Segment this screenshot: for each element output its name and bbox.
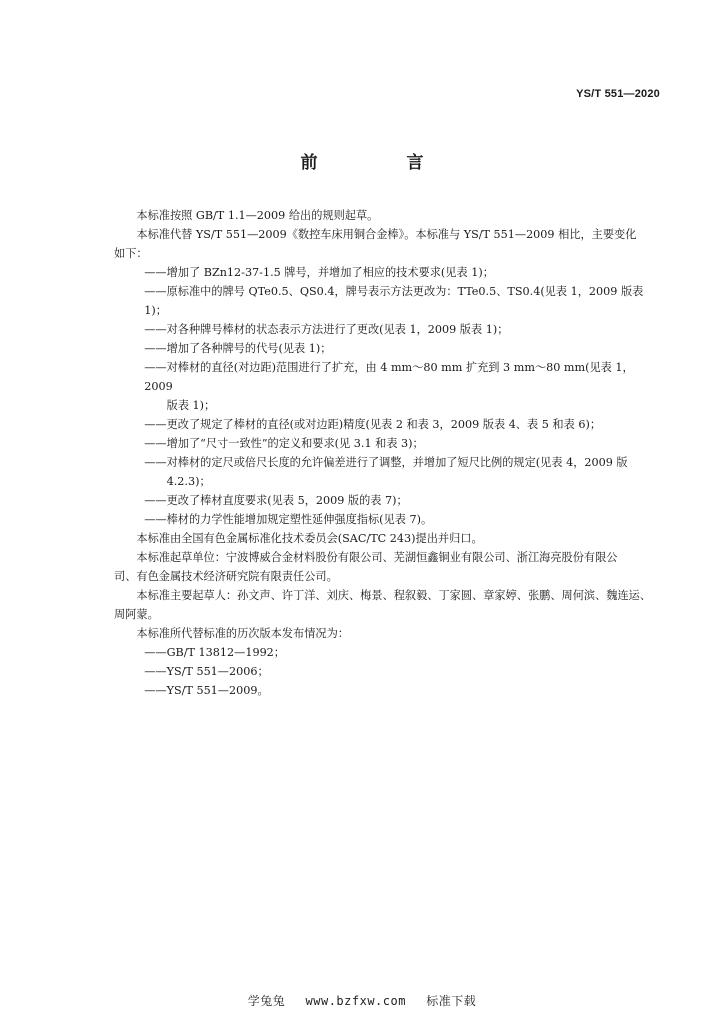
paragraph-drafting-units: 本标准起草单位：宁波博威合金材料股份有限公司、芜湖恒鑫铜业有限公司、浙江海亮股份有限公 <box>136 551 618 564</box>
paragraph-drafting-rules: 本标准按照 GB/T 1.1—2009 给出的规则起草。 <box>136 209 379 222</box>
paragraph-replacement: 本标准代替 YS/T 551—2009《数控车床用铜合金棒》。本标准与 YS/T 551—2009 相比，主要变化 <box>136 228 637 241</box>
paragraph-history: 本标准所代替标准的历次版本发布情况为： <box>136 627 349 640</box>
change-item: ——棒材的力学性能增加规定塑性延伸强度指标(见表 7)。 <box>144 513 433 526</box>
change-item: ——对棒材的直径(对边距)范围进行了扩充，由 4 mm～80 mm 扩充到 3 mm～80 mm(见表 1，2009 <box>144 361 634 393</box>
paragraph-drafters: 本标准主要起草人：孙文声、许丁洋、刘庆、梅景、程叙毅、丁家圆、章家婷、张鹏、周何滨、魏连运、 <box>136 589 652 602</box>
change-item: ——更改了规定了棒材的直径(或对边距)精度(见表 2 和表 3，2009 版表 4、表 5 和表 6)； <box>144 418 602 431</box>
footer-url[interactable]: www.bzfxw.com <box>305 994 406 1008</box>
change-item: ——原标准中的牌号 QTe0.5、QS0.4，牌号表示方法更改为：TTe0.5、TS0.4(见表 1，2009 版表 1)； <box>144 285 644 317</box>
paragraph-drafters-cont: 周阿蒙。 <box>114 608 159 621</box>
change-item-cont: 版表 1)； <box>166 399 216 412</box>
change-item: ——更改了棒材直度要求(见表 5，2009 版的表 7)； <box>144 494 408 507</box>
paragraph-replacement-cont: 如下： <box>114 247 148 260</box>
history-item: ——YS/T 551—2009。 <box>144 684 269 697</box>
paragraph-drafting-units-cont: 司、有色金属技术经济研究院有限责任公司。 <box>114 570 338 583</box>
change-item: ——对棒材的定尺或倍尺长度的允许偏差进行了调整，并增加了短尺比例的规定(见表 4，2009 版 <box>144 456 628 469</box>
history-item: ——YS/T 551—2006； <box>144 665 269 678</box>
footer-tagline: 标准下载 <box>426 994 477 1008</box>
foreword-body <box>114 206 662 700</box>
page-title: 前 言 <box>300 153 460 173</box>
paragraph-proposer: 本标准由全国有色金属标准化技术委员会(SAC/TC 243)提出并归口。 <box>136 532 483 545</box>
change-item-cont: 4.2.3)； <box>166 475 211 488</box>
change-item: ——对各种牌号棒材的状态表示方法进行了更改(见表 1，2009 版表 1)； <box>144 323 509 336</box>
change-item: ——增加了 BZn12-37-1.5 牌号，并增加了相应的技术要求(见表 1)； <box>144 266 494 279</box>
watermark-footer <box>0 992 724 1009</box>
change-item: ——增加了“尺寸一致性”的定义和要求(见 3.1 和表 3)； <box>144 437 424 450</box>
standard-code: YS/T 551—2020 <box>576 88 660 100</box>
history-item: ——GB/T 13812—1992； <box>144 646 285 659</box>
footer-site-name: 学兔兔 <box>247 994 286 1008</box>
change-item: ——增加了各种牌号的代号(见表 1)； <box>144 342 332 355</box>
header-divider <box>64 104 660 105</box>
